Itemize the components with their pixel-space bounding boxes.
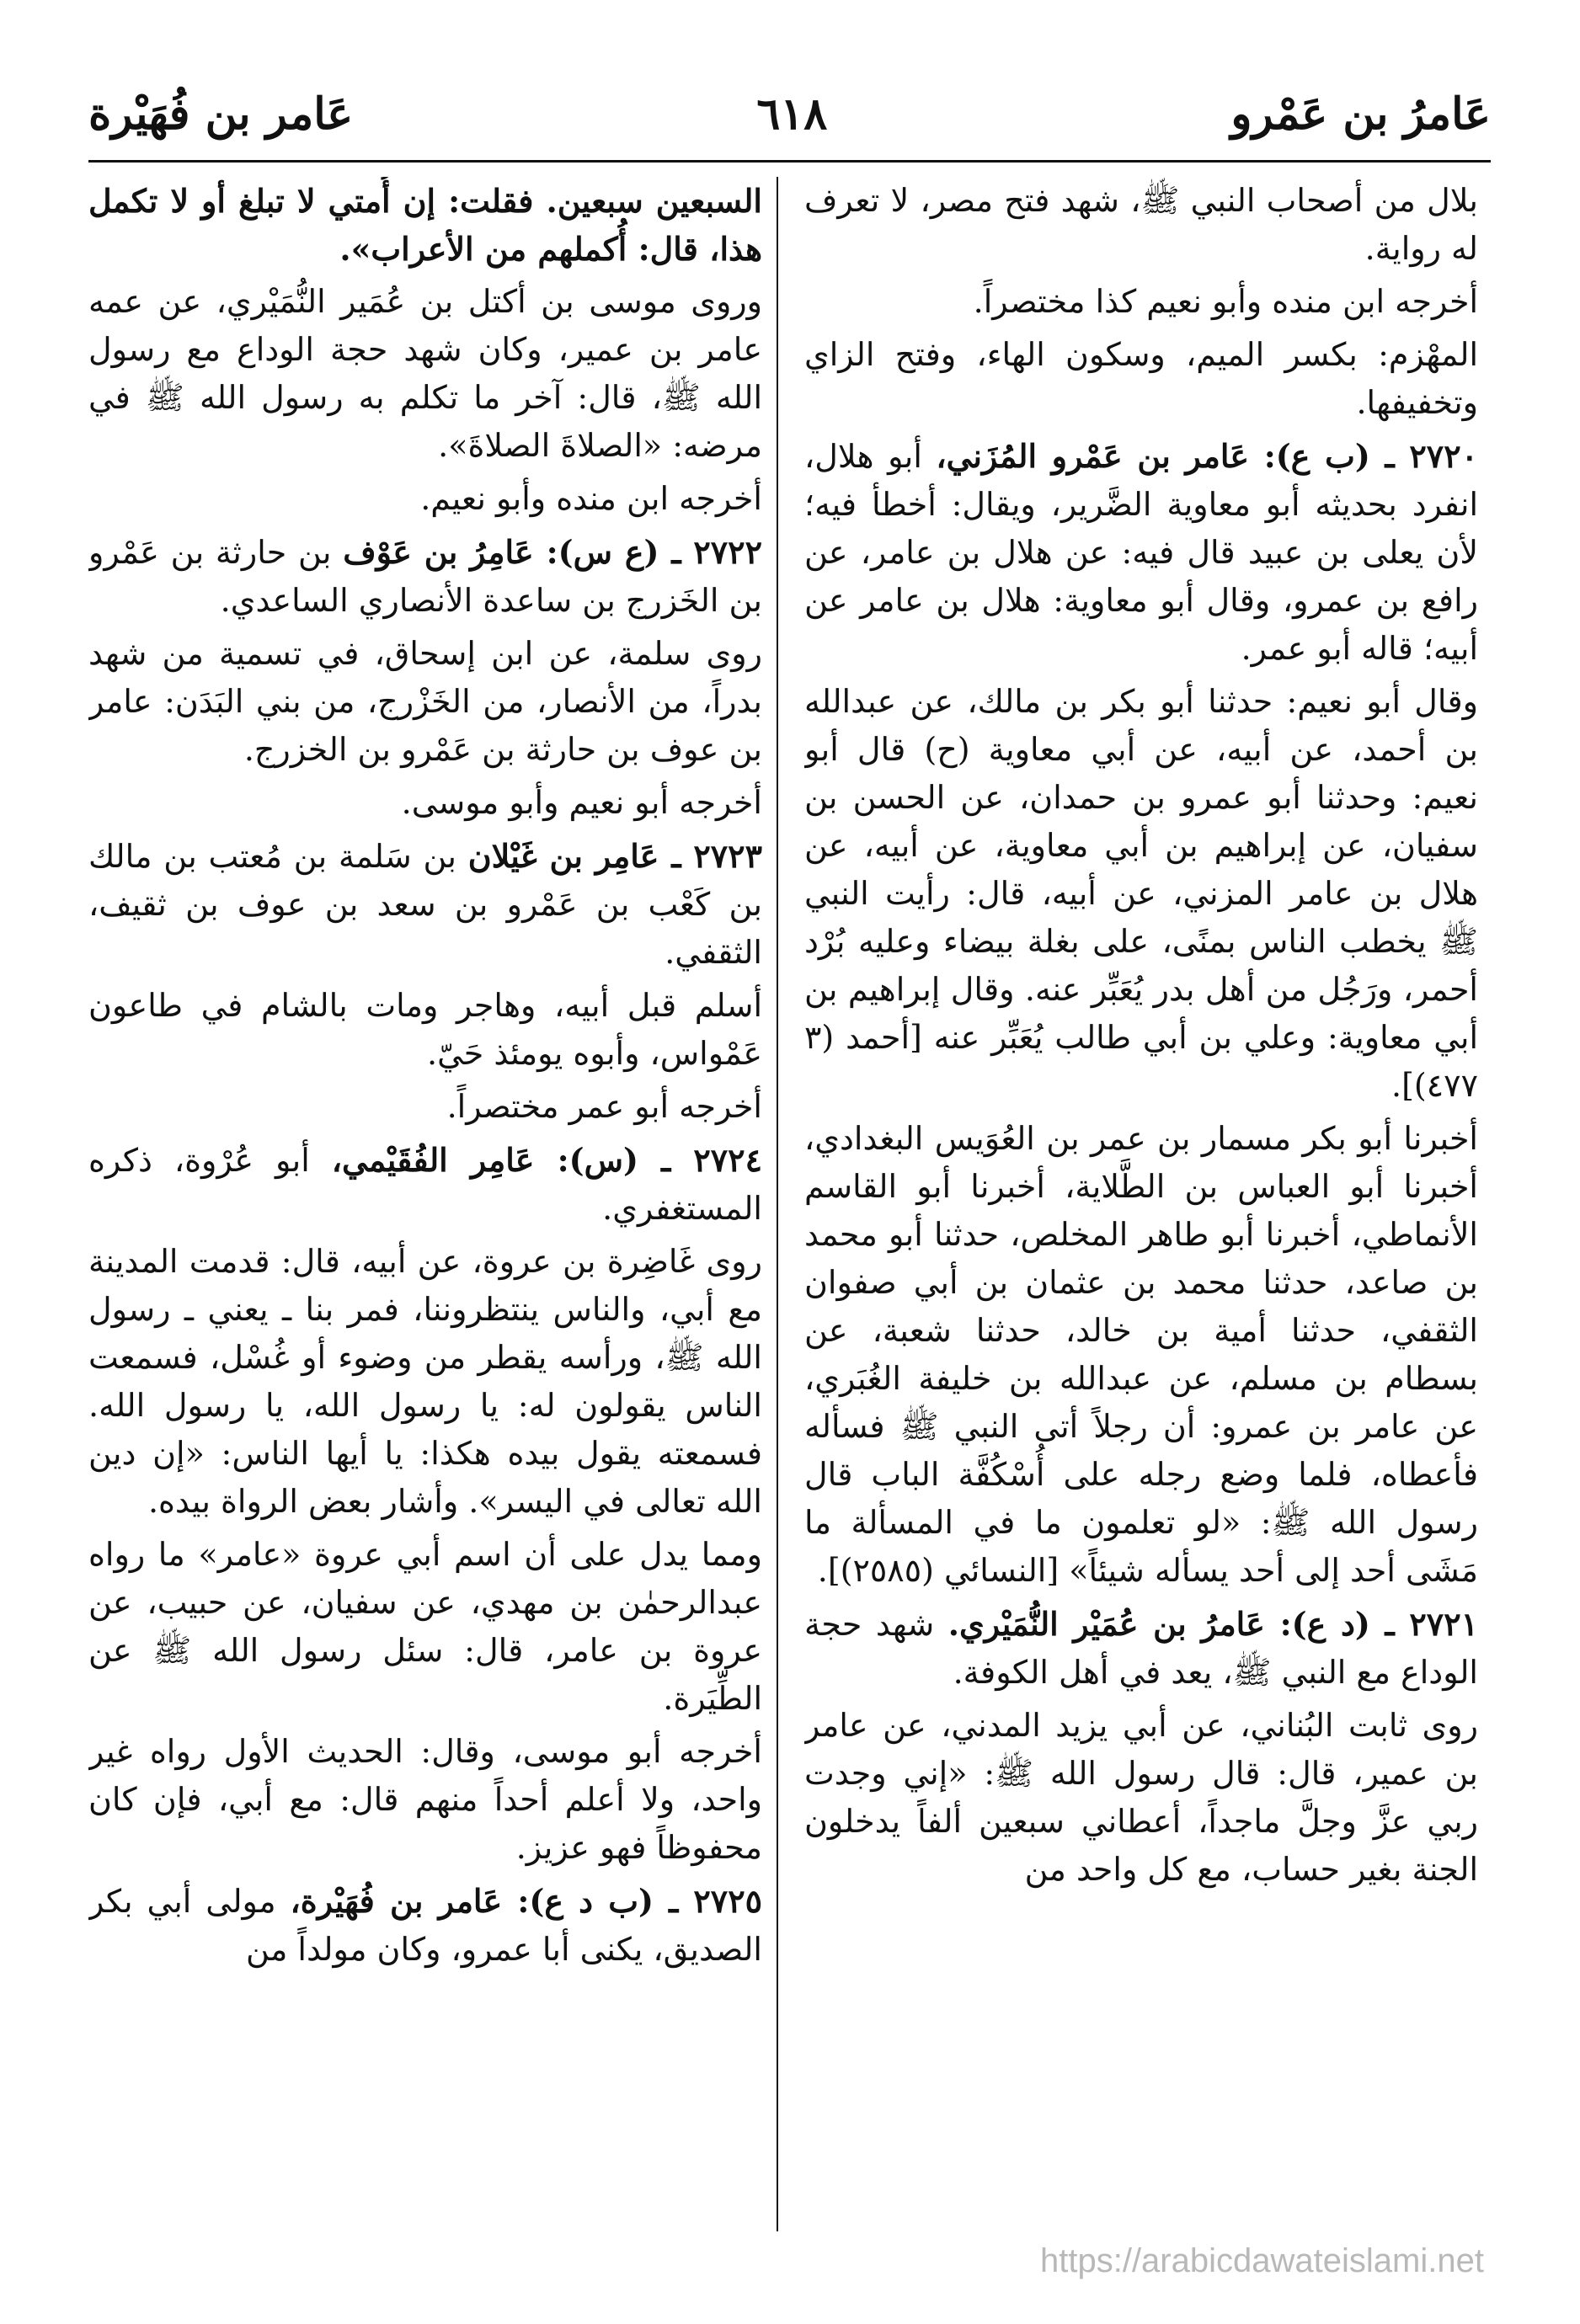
paragraph: السبعين سبعين. فقلت: إن أُمتي لا تبلغ أو لا تكمل هذا، قال: أُكملهم من الأعراب». [88,182,762,268]
entry-body: بن حارثة بن عَمْرو بن الخَزرج بن ساعدة الأنصاري الساعدي. [88,534,762,619]
paragraph: أسلم قبل أبيه، وهاجر ومات بالشام في طاعون عَمْواس، وأبوه يومئذ حَيّ. [88,987,762,1072]
entry-body: أبو عُرْوة، ذكره المستغفري. [88,1142,762,1227]
entry-2720 [804,432,1478,673]
entry-heading: ٢٧٢٠ ـ (ب ع): عَامر بن عَمْرو المُزَني، [936,437,1478,475]
entry-body: مولى أبي بكر الصديق، يكنى أبا عمرو، وكان مولداً من [88,1883,762,1968]
entry-heading: ٢٧٢٢ ـ (ع س): عَامِرُ بن عَوْف [343,533,762,571]
paragraph: المهْزم: بكسر الميم، وسكون الهاء، وفتح الزاي وتخفيفها. [804,336,1478,421]
entry-2724 [88,1136,762,1233]
entry-heading: ٢٧٢١ ـ (د ع): عَامرُ بن عُمَيْر النُّمَيْري. [947,1605,1478,1643]
paragraph: روى غَاضِرة بن عروة، عن أبيه، قال: قدمت المدينة مع أبي، والناس ينتظروننا، فمر بنا ـ يعني ـ رسول الله ﷺ، ورأسه يقطر من وضوء أو غُسْل، فسمعت الناس يقولون له: يا رسول الله، يا رسول الله. فسمعته يقول بيده هكذا: يا أيها الناس: «إن دين الله تعالى في اليسر». وأشار بعض الرواة بيده. [88,1243,762,1520]
right-column [804,177,1478,2248]
paragraph: أخرجه ابن منده وأبو نعيم. [420,480,762,517]
paragraph: وروى موسى بن أكتل بن عُمَير النُّمَيْري، عن عمه عامر بن عمير، وكان شهد حجة الوداع مع رسول الله ﷺ، قال: آخر ما تكلم به رسول الله ﷺ في مرضه: «الصلاةَ الصلاةَ». [88,283,762,464]
entry-2723 [88,832,762,977]
paragraph: أخرجه ابن منده وأبو نعيم كذا مختصراً. [973,283,1478,320]
entry-2725 [88,1877,762,1974]
paragraph: ومما يدل على أن اسم أبي عروة «عامر» ما رواه عبدالرحمٰن بن مهدي، عن سفيان، عن حبيب، عن عروة بن عامر، قال: سئل رسول الله ﷺ عن الطِّيَرة. [88,1536,762,1717]
header-rule [88,160,1491,163]
entry-heading: ٢٧٢٥ ـ (ب د ع): عَامر بن فُهَيْرة، [290,1882,762,1920]
watermark-url: https://arabicdawateislami.net [1040,2242,1484,2279]
running-header [88,80,1491,147]
paragraph: بلال من أصحاب النبي ﷺ، شهد فتح مصر، لا تعرف له رواية. [804,182,1478,267]
paragraph: روى سلمة، عن ابن إسحاق، في تسمية من شهد بدراً، من الأنصار، من الخَزْرج، من بني البَدَن: عامر بن عوف بن حارثة بن عَمْرو بن الخزرج. [88,635,762,768]
entry-2721 [804,1600,1478,1697]
entry-body: شهد حجة الوداع مع النبي ﷺ، يعد في أهل الكوفة. [804,1606,1478,1691]
column-divider [777,177,778,2231]
header-left-title: عَامر بن فُهَيْرة [88,88,354,140]
entry-body: أبو هلال، انفرد بحديثه أبو معاوية الضَّرير، ويقال: أخطأ فيه؛ لأن يعلى بن عبيد قال فيه: عن هلال بن عامر، عن رافع بن عمرو، وقال أبو معاوية: هلال بن عامر عن أبيه؛ قاله أبو عمر. [804,438,1478,667]
entry-heading: ٢٧٢٤ ـ (س): عَامِر الفُقَيْمي، [331,1141,762,1179]
left-column [88,177,762,2248]
page-number: ٦١٨ [756,88,828,140]
entry-heading: ٢٧٢٣ ـ عَامِر بن غَيْلان [467,837,762,875]
paragraph: أخبرنا أبو بكر مسمار بن عمر بن العُوَيس البغدادي، أخبرنا أبو العباس بن الطَّلاية، أخبرنا أبو القاسم الأنماطي، أخبرنا أبو طاهر المخلص، حدثنا أبو محمد بن صاعد، حدثنا محمد بن عثمان بن أبي صفوان الثقفي، حدثنا أمية بن خالد، حدثنا شعبة، عن بسطام بن مسلم، عن عبدالله بن خليفة الغُبَري، عن عامر بن عمرو: أن رجلاً أتى النبي ﷺ فسأله فأعطاه، فلما وضع رجله على أُسْكُفَّة الباب قال رسول الله ﷺ: «لو تعلمون ما في المسألة ما مَشَى أحد إلى أحد يسأله شيئاً» [النسائي (٢٥٨٥)]. [804,1120,1478,1589]
entry-body: بن سَلمة بن مُعتب بن مالك بن كَعْب بن عَمْرو بن سعد بن عوف بن ثقيف، الثقفي. [88,838,762,971]
paragraph: أخرجه أبو عمر مختصراً. [446,1088,762,1125]
paragraph: روى ثابت البُناني، عن أبي يزيد المدني، عن عامر بن عمير، قال: قال رسول الله ﷺ: «إني وجدت ربي عزَّ وجلَّ ماجداً، أعطاني سبعين ألفاً يدخلون الجنة بغير حساب، مع كل واحد من [804,1707,1478,1888]
entry-2722 [88,528,762,625]
header-right-title: عَامرُ بن عَمْرو [1230,88,1491,140]
paragraph: أخرجه أبو نعيم وأبو موسى. [401,784,762,821]
paragraph: وقال أبو نعيم: حدثنا أبو بكر بن مالك، عن عبدالله بن أحمد، عن أبيه، عن أبي معاوية (ح) قال أبو نعيم: وحدثنا أبو عمرو بن حمدان، عن الحسن بن سفيان، عن إبراهيم بن أبي معاوية، عن أبيه، عن هلال بن عامر المزني، عن أبيه، قال: رأيت النبي ﷺ يخطب الناس بمنًى، على بغلة بيضاء وعليه بُرْد أحمر، ورَجُل من أهل بدر يُعَبِّر عنه. وقال إبراهيم بن أبي معاوية: وعلي بن أبي طالب يُعَبِّر عنه [أحمد (٣ ٤٧٧)]. [804,683,1478,1104]
paragraph: أخرجه أبو موسى، وقال: الحديث الأول رواه غير واحد، ولا أعلم أحداً منهم قال: مع أبي، فإن كان محفوظاً فهو عزيز. [88,1733,762,1866]
